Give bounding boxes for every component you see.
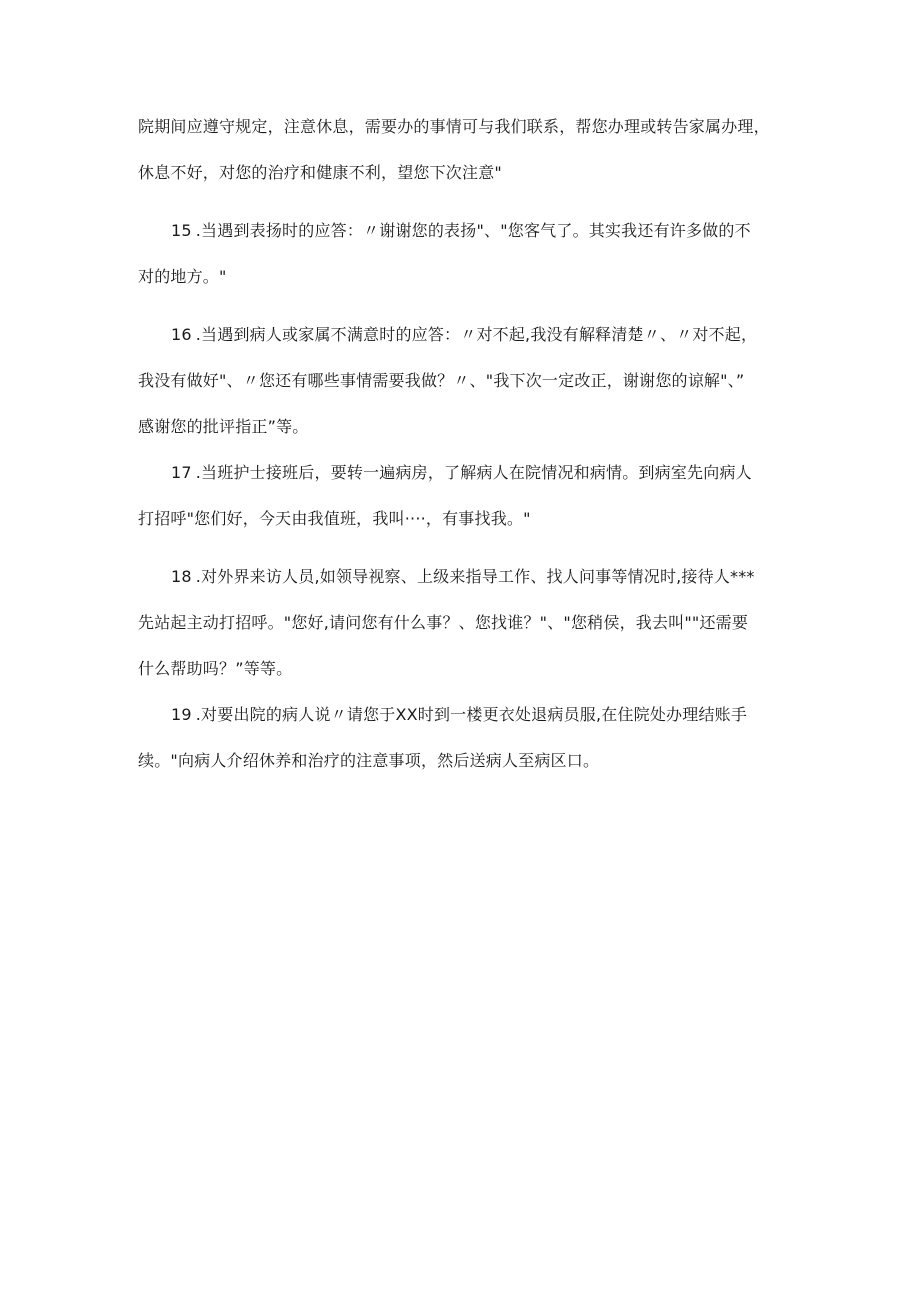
item-number: 15 (171, 221, 192, 240)
item-text: .当班护士接班后，要转一遍病房，了解病人在院情况和病情。到病室先向病人 (195, 463, 752, 482)
text-line: 对的地方。" (138, 267, 227, 286)
item-text: .对外界来访人员,如领导视察、上级来指导工作、找人问事等情况时,接待人*** (195, 567, 755, 586)
document-page (138, 117, 798, 797)
text-line: 先站起主动打招呼。"您好,请问您有什么事？、您找谁？"、"您稍侯，我去叫""还需要 (138, 613, 749, 632)
item-text: .当遇到表扬时的应答：〃谢谢您的表扬"、"您客气了。其实我还有许多做的不 (195, 221, 751, 240)
text-line: 感谢您的批评指正”等。 (138, 417, 309, 436)
text-line (138, 567, 798, 613)
text-line: 我没有做好"、〃您还有哪些事情需要我做？〃、"我下次一定改正，谢谢您的谅解"、” (138, 371, 745, 390)
item-text: .当遇到病人或家属不满意时的应答：〃对不起,我没有解释清楚〃、〃对不起， (195, 325, 758, 344)
item-text: .对要出院的病人说〃请您于XX时到一楼更衣处退病员服,在住院处办理结账手 (195, 705, 748, 724)
item-15 (138, 221, 798, 313)
item-18 (138, 567, 798, 705)
item-number: 19 (171, 705, 192, 724)
text-line: 休息不好，对您的治疗和健康不利，望您下次注意" (138, 163, 502, 182)
item-19 (138, 705, 798, 797)
text-line: 续。"向病人介绍休养和治疗的注意事项，然后送病人至病区口。 (138, 751, 600, 770)
item-17 (138, 463, 798, 555)
text-line: 院期间应遵守规定，注意休息，需要办的事情可与我们联系，帮您办理或转告家属办理， (138, 117, 770, 136)
text-line (138, 325, 798, 371)
item-number: 16 (171, 325, 192, 344)
item-number: 18 (171, 567, 192, 586)
text-line (138, 463, 798, 509)
text-line: 打招呼"您们好，今天由我值班，我叫····，有事找我。" (138, 509, 531, 528)
text-line (138, 705, 798, 751)
item-16 (138, 325, 798, 463)
continuation-paragraph (138, 117, 798, 209)
text-line: 什么帮助吗？”等等。 (138, 659, 293, 678)
text-line (138, 221, 798, 267)
item-number: 17 (171, 463, 192, 482)
